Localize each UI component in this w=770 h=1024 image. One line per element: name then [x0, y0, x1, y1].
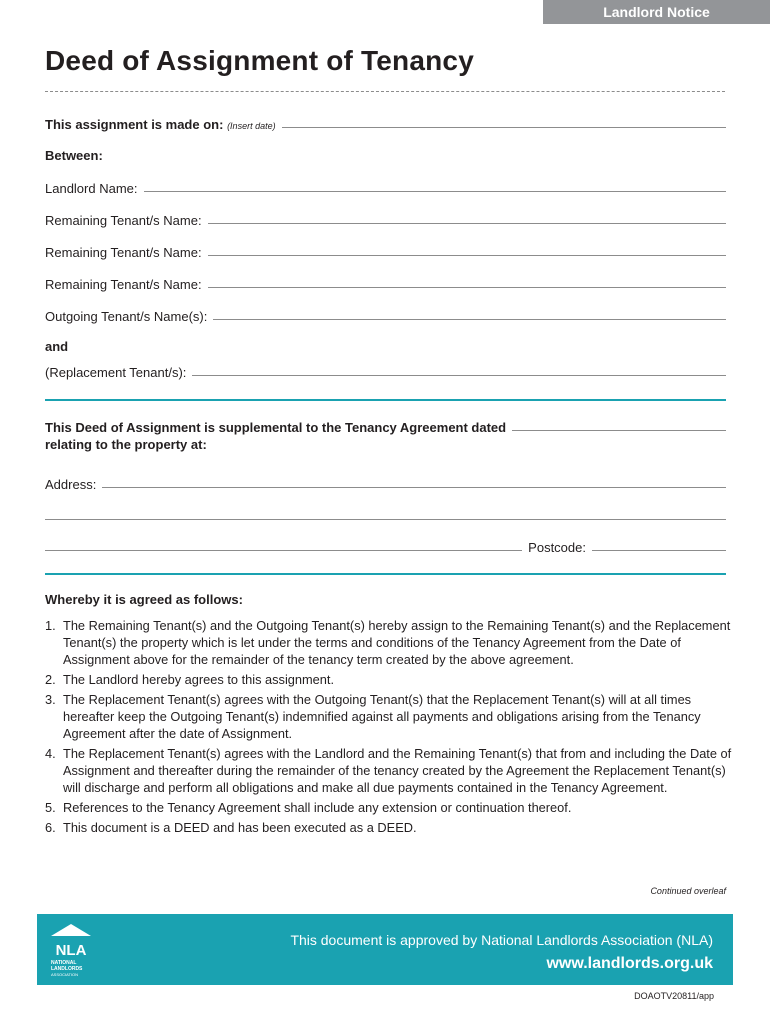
remaining-tenant-field-1[interactable] — [208, 223, 726, 224]
terms-heading: Whereby it is agreed as follows: — [45, 592, 243, 607]
replacement-tenant-field[interactable] — [192, 375, 726, 376]
assignment-date-label: This assignment is made on: (Insert date) — [45, 117, 276, 132]
outgoing-tenant-label: Outgoing Tenant/s Name(s): — [45, 309, 208, 324]
supplemental-text: This Deed of Assignment is supplemental to the Tenancy Agreement dated — [45, 420, 507, 435]
address-label: Address: — [45, 477, 97, 492]
remaining-tenant-row-1 — [45, 210, 726, 228]
outgoing-tenant-field[interactable] — [213, 319, 726, 320]
assignment-date-field[interactable] — [282, 127, 726, 128]
document-tag: Landlord Notice — [543, 0, 770, 24]
list-item: 3. The Replacement Tenant(s) agrees with the Outgoing Tenant(s) that the Replacement Tenant(s) will at all times hereafter keep the Outgoing Tenant(s) indemnified against all payments and obligations arising from the Tenancy Agreement after the date of Assignment. — [45, 692, 701, 741]
landlord-name-row — [45, 178, 726, 196]
address-field-3[interactable] — [45, 550, 522, 551]
list-item: 5. References to the Tenancy Agreement shall include any extension or continuation thereof. — [45, 800, 572, 815]
address-field-2[interactable] — [45, 519, 726, 520]
assignment-date-row — [45, 114, 726, 132]
logo-sub-2: LANDLORDS — [51, 966, 83, 972]
postcode-row — [45, 537, 726, 555]
terms-list — [45, 617, 735, 839]
remaining-tenant-field-2[interactable] — [208, 255, 726, 256]
list-item: 4. The Replacement Tenant(s) agrees with the Landlord and the Remaining Tenant(s) that from and including the Date of Assignment and thereafter during the remainder of the tenancy created by the Agreement the Replacement Tenant(s) will discharge and perform all obligations and make all due payments contained in the Tenancy Agreement. — [45, 746, 732, 795]
website-link[interactable]: www.landlords.org.uk — [546, 955, 713, 972]
title-divider — [45, 91, 725, 92]
continued-overleaf: Continued overleaf — [650, 886, 726, 896]
page-title: Deed of Assignment of Tenancy — [45, 45, 474, 76]
landlord-name-field[interactable] — [144, 191, 727, 192]
remaining-tenant-row-3 — [45, 274, 726, 292]
replacement-tenant-label: (Replacement Tenant/s): — [45, 365, 187, 380]
logo-sub-1: NATIONAL — [51, 960, 77, 966]
document-reference: DOAOTV20811/app — [634, 991, 714, 1001]
between-label: Between: — [45, 148, 103, 163]
remaining-tenant-label: Remaining Tenant/s Name: — [45, 245, 202, 260]
list-item: 1. The Remaining Tenant(s) and the Outgoing Tenant(s) hereby assign to the Remaining Tenant(s) and the Replacement Tenant(s) the property which is let under the terms and conditions of the Tenancy Agreement from the Date of Assignment above for the remainder of the tenancy term created by the above agreement. — [45, 618, 731, 667]
tenancy-date-field[interactable] — [512, 430, 726, 431]
relating-text: relating to the property at: — [45, 437, 207, 452]
landlord-name-label: Landlord Name: — [45, 181, 138, 196]
remaining-tenant-label: Remaining Tenant/s Name: — [45, 213, 202, 228]
insert-date-hint: (Insert date) — [227, 121, 276, 131]
section-divider — [45, 573, 726, 575]
postcode-field[interactable] — [592, 550, 726, 551]
postcode-label: Postcode: — [528, 540, 586, 555]
remaining-tenant-field-3[interactable] — [208, 287, 726, 288]
logo-text: NLA — [55, 942, 87, 959]
section-divider — [45, 399, 726, 401]
nla-logo — [47, 922, 95, 978]
list-item: 6. This document is a DEED and has been executed as a DEED. — [45, 820, 417, 835]
address-field-1[interactable] — [102, 487, 726, 488]
remaining-tenant-label: Remaining Tenant/s Name: — [45, 277, 202, 292]
replacement-tenant-row — [45, 362, 726, 380]
tenancy-date-row — [45, 417, 726, 435]
remaining-tenant-row-2 — [45, 242, 726, 260]
footer-banner — [37, 914, 733, 985]
outgoing-tenant-row — [45, 306, 726, 324]
logo-sub-3: ASSOCIATION — [51, 972, 79, 977]
address-row — [45, 474, 726, 492]
approval-text: This document is approved by National Landlords Association (NLA) — [290, 932, 713, 948]
list-item: 2. The Landlord hereby agrees to this assignment. — [45, 672, 335, 687]
and-label: and — [45, 339, 69, 354]
